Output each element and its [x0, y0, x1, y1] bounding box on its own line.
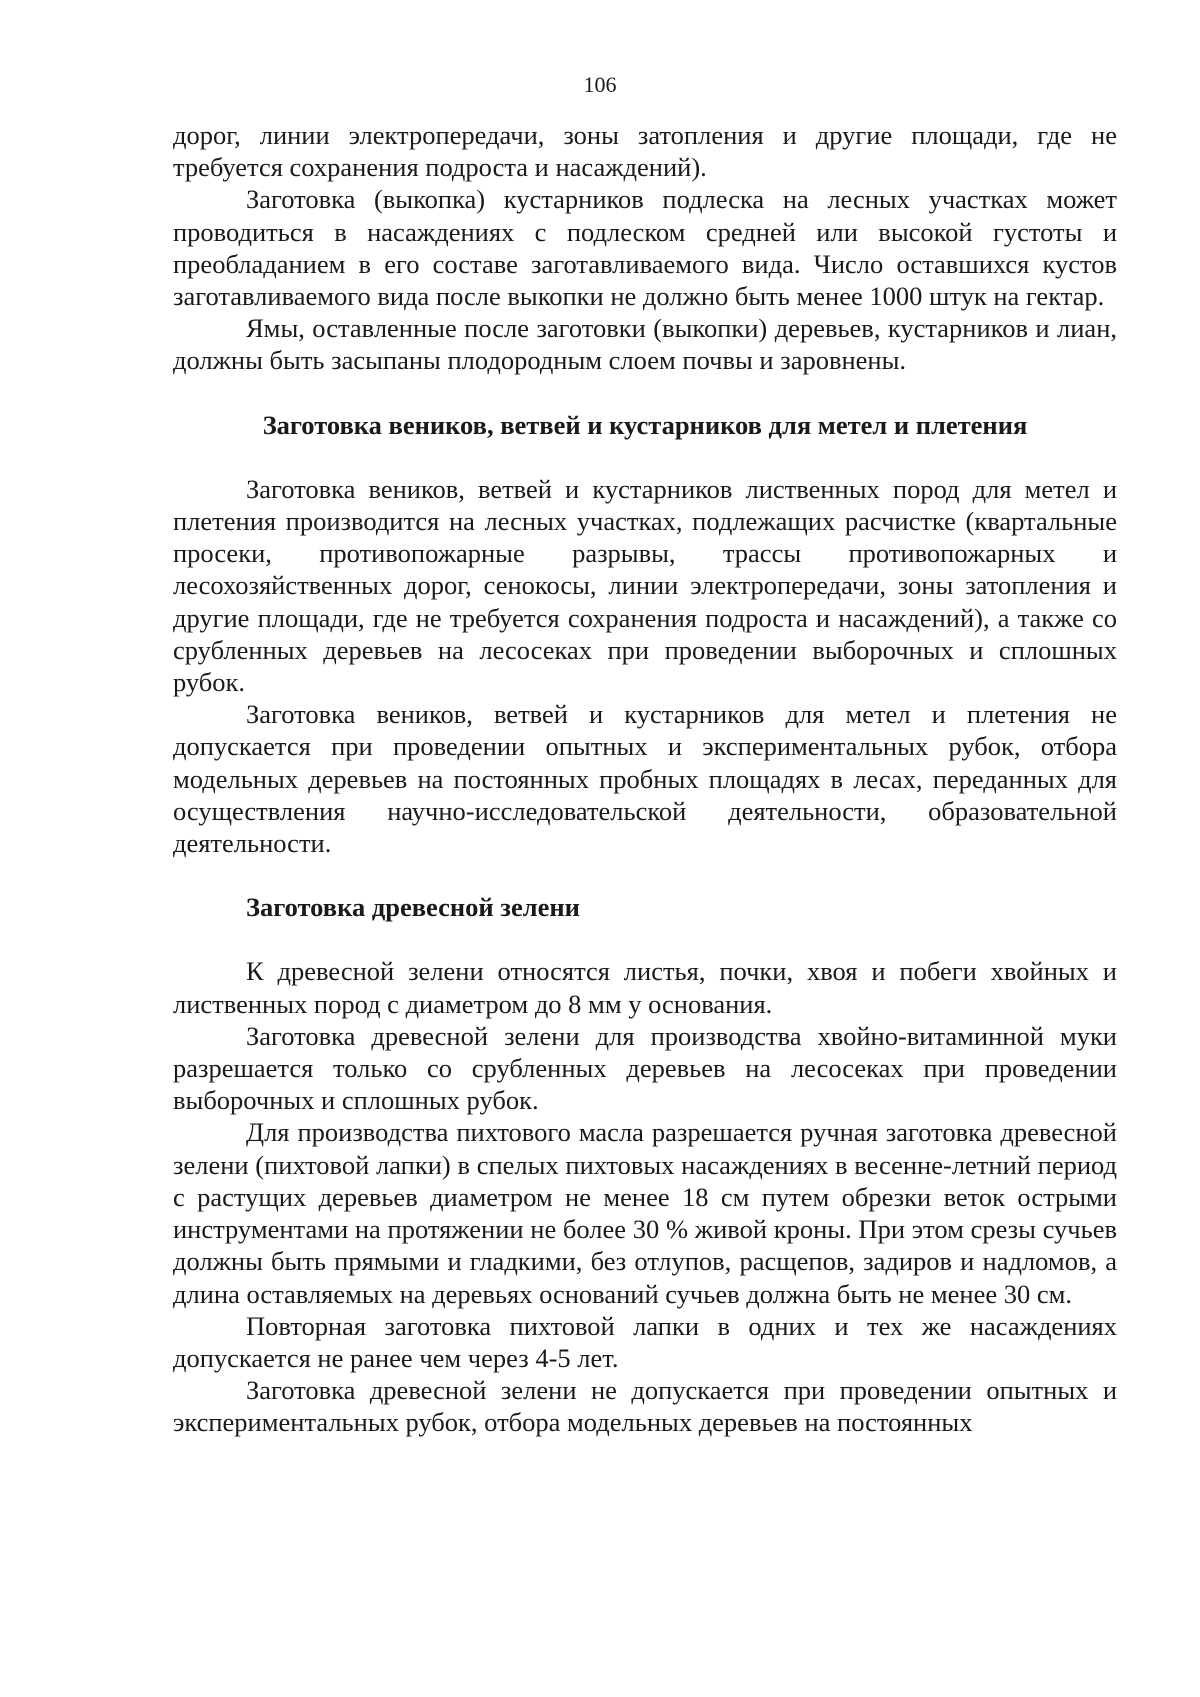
- paragraph: Повторная заготовка пихтовой лапки в одних и тех же насаждениях допускается не ранее чем через 4-5 лет.: [173, 1310, 1117, 1373]
- paragraph: Заготовка веников, ветвей и кустарников лиственных пород для метел и плетения производится на лесных участках, подлежащих расчистке (квартальные просеки, противопожарные разрывы, трассы противопожарных и лесохозяйственных дорог, сенокосы, линии электропередачи, зоны затопления и другие площади, где не требуется сохранения подроста и насаждений), а также со срубленных деревьев на лесосеках при проведении выборочных и сплошных рубок.: [173, 473, 1117, 698]
- section-heading-brooms: Заготовка веников, ветвей и кустарников для метел и плетения: [262, 409, 1028, 440]
- section-heading-greenery: Заготовка древесной зелени: [246, 892, 580, 923]
- page-number: 106: [583, 72, 617, 97]
- paragraph: Заготовка древесной зелени не допускается при проведении опытных и экспериментальных рубок, отбора модельных деревьев на постоянных: [173, 1375, 1117, 1438]
- paragraph: Для производства пихтового масла разрешается ручная заготовка древесной зелени (пихтовой лапки) в спелых пихтовых насаждениях в весенне-летний период с растущих деревьев диаметром не менее 18 см путем обрезки веток острыми инструментами на протяжении не более 30 % живой кроны. При этом срезы сучьев должны быть прямыми и гладкими, без отлупов, расщепов, задиров и надломов, а длина оставляемых на деревьях оснований сучьев должна быть не менее 30 см.: [173, 1117, 1117, 1309]
- document-body: [173, 119, 1117, 1439]
- paragraph: Заготовка (выкопка) кустарников подлеска на лесных участках может проводиться в насаждениях с подлеском средней или высокой густоты и преобладанием в его составе заготавливаемого вида. Число оставшихся кустов заготавливаемого вида после выкопки не должно быть менее 1000 штук на гектар.: [173, 184, 1117, 312]
- paragraph: Заготовка веников, ветвей и кустарников для метел и плетения не допускается при проведении опытных и экспериментальных рубок, отбора модельных деревьев на постоянных пробных площадях в лесах, переданных для осуществления научно-исследовательской деятельности, образовательной деятельности.: [173, 699, 1117, 859]
- paragraph: Ямы, оставленные после заготовки (выкопки) деревьев, кустарников и лиан, должны быть засыпаны плодородным слоем почвы и заровнены.: [173, 313, 1117, 376]
- paragraph: К древесной зелени относятся листья, почки, хвоя и побеги хвойных и лиственных пород с диаметром до 8 мм у основания.: [173, 956, 1117, 1019]
- paragraph: дорог, линии электропередачи, зоны затопления и другие площади, где не требуется сохранения подроста и насаждений).: [173, 120, 1117, 183]
- paragraph: Заготовка древесной зелени для производства хвойно-витаминной муки разрешается только со срубленных деревьев на лесосеках при проведении выборочных и сплошных рубок.: [173, 1020, 1117, 1116]
